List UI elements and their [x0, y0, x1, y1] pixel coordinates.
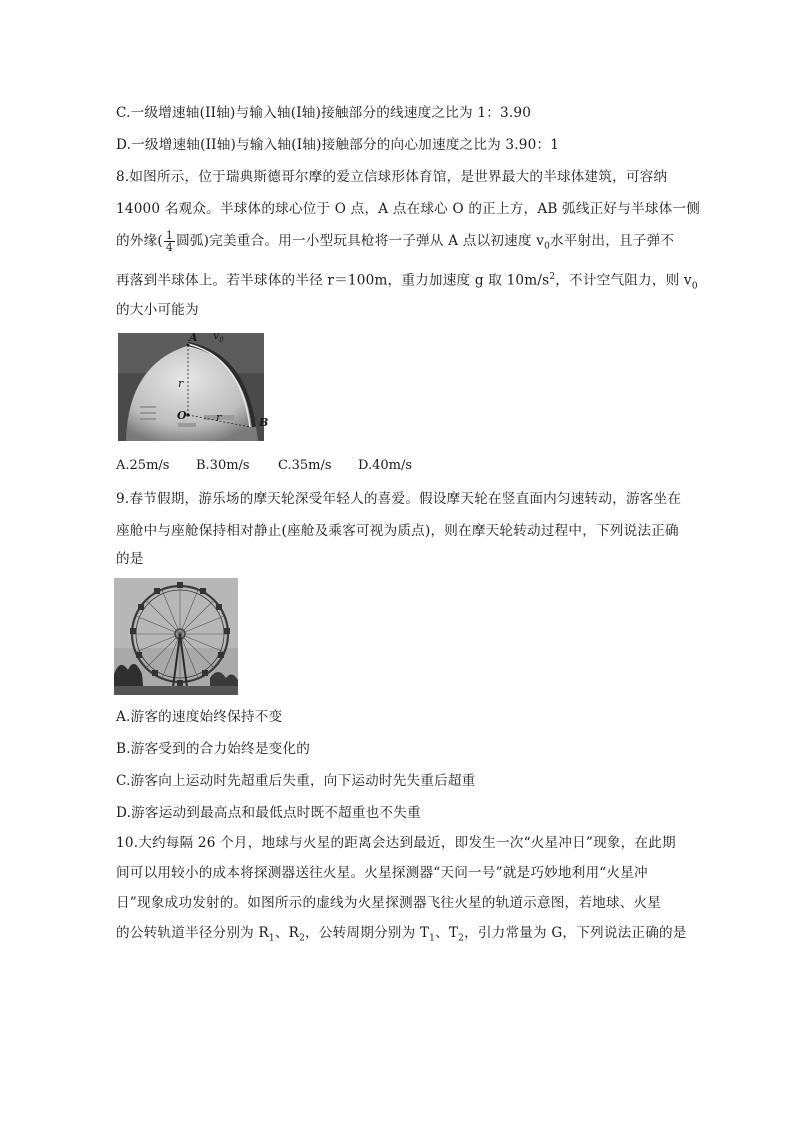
q9-option-d: D.游客运动到最高点和最低点时既不超重也不失重	[116, 805, 421, 821]
fraction-numerator: 1	[165, 229, 174, 242]
figure-label-r-horizontal: r	[216, 411, 222, 424]
unit-superscript: 2	[549, 272, 556, 282]
option-c-line: C.一级增速轴(II轴)与输入轴(I轴)接触部分的线速度之比为 1：3.90	[116, 105, 532, 121]
figure-label-r-vertical: r	[178, 377, 184, 390]
q8-text-1: 8.如图所示，位于瑞典斯德哥尔摩的爱立信球形体育馆，是世界最大的半球体建筑，可容纳	[116, 169, 668, 185]
q8-option-c: C.35m/s	[278, 458, 332, 473]
hemisphere-arena-illustration	[118, 333, 264, 441]
q8-text-4a: 再落到半球体上。若半球体的半径 r＝100m，重力加速度 g 取 10m/s	[116, 272, 550, 289]
figure-label-o: O	[177, 409, 187, 422]
hemisphere-arena-figure	[118, 329, 269, 441]
q9-text-2: 座舱中与座舱保持相对静止(座舱及乘客可视为质点)，则在摩天轮转动过程中，下列说法正确	[116, 523, 679, 539]
r2-subscript: 2	[299, 933, 306, 944]
figure-label-a: A	[189, 331, 198, 344]
ferris-wheel-illustration	[114, 578, 238, 695]
v0-subscript: 0	[544, 241, 551, 252]
q8-text-2: 14000 名观众。半球体的球心位于 O 点，A 点在球心 O 的正上方，AB 弧线正好与半球体一侧	[116, 201, 700, 217]
q10-text-4b: 、R	[274, 925, 300, 941]
quarter-fraction	[164, 230, 175, 253]
q10-text-1: 10.大约每隔 26 个月，地球与火星的距离会达到最近，即发生一次“火星冲日”现象，在此期	[116, 835, 676, 851]
q10-text-4e: ，引力常量为 G，下列说法正确的是	[464, 925, 687, 941]
q8-option-b: B.30m/s	[196, 458, 250, 473]
q8-text-4b: ，不计空气阻力，则 v	[555, 272, 692, 289]
ferris-wheel-figure	[114, 578, 238, 695]
q9-option-a: A.游客的速度始终保持不变	[116, 709, 283, 725]
fraction-denominator: 4	[165, 241, 174, 254]
figure-label-v0-main: v	[213, 329, 220, 342]
figure-label-v0	[213, 329, 224, 344]
figure-label-b: B	[259, 416, 269, 429]
q10-text-3: 日”现象成功发射的。如图所示的虚线为火星探测器飞往火星的轨道示意图，若地球、火星	[116, 895, 662, 911]
q8-text-3c: 水平射出，且子弹不	[550, 233, 675, 249]
q8-text-3a: 的外缘(	[116, 233, 163, 249]
q8-text-4	[116, 268, 698, 295]
v0-subscript-2: 0	[691, 281, 698, 292]
q10-text-4d: 、T	[435, 925, 459, 941]
q9-text-3: 的是	[116, 551, 144, 567]
q10-text-4	[116, 924, 687, 948]
q8-option-d: D.40m/s	[358, 458, 413, 473]
option-d-line: D.一级增速轴(II轴)与输入轴(I轴)接触部分的向心加速度之比为 3.90：1	[116, 137, 560, 153]
t2-subscript: 2	[458, 933, 465, 944]
q8-option-a: A.25m/s	[116, 458, 170, 473]
t1-subscript: 1	[429, 933, 436, 944]
q9-option-b: B.游客受到的合力始终是变化的	[116, 741, 311, 757]
q8-text-5: 的大小可能为	[116, 302, 199, 318]
q8-text-3b: 圆弧)完美重合。用一小型玩具枪将一子弹从 A 点以初速度 v	[176, 233, 545, 249]
q10-text-2: 间可以用较小的成本将探测器送往火星。火星探测器“天问一号”就是巧妙地利用“火星冲	[116, 865, 648, 881]
r1-subscript: 1	[268, 933, 275, 944]
figure-label-v0-sub: 0	[219, 336, 224, 345]
q10-text-4c: ，公转周期分别为 T	[305, 925, 430, 941]
q9-text-1: 9.春节假期，游乐场的摩天轮深受年轻人的喜爱。假设摩天轮在竖直面内匀速转动，游客坐在	[116, 491, 682, 507]
q8-text-3	[116, 228, 674, 260]
q10-text-4a: 的公转轨道半径分别为 R	[116, 925, 269, 941]
q9-option-c: C.游客向上运动时先超重后失重，向下运动时先失重后超重	[116, 773, 476, 789]
